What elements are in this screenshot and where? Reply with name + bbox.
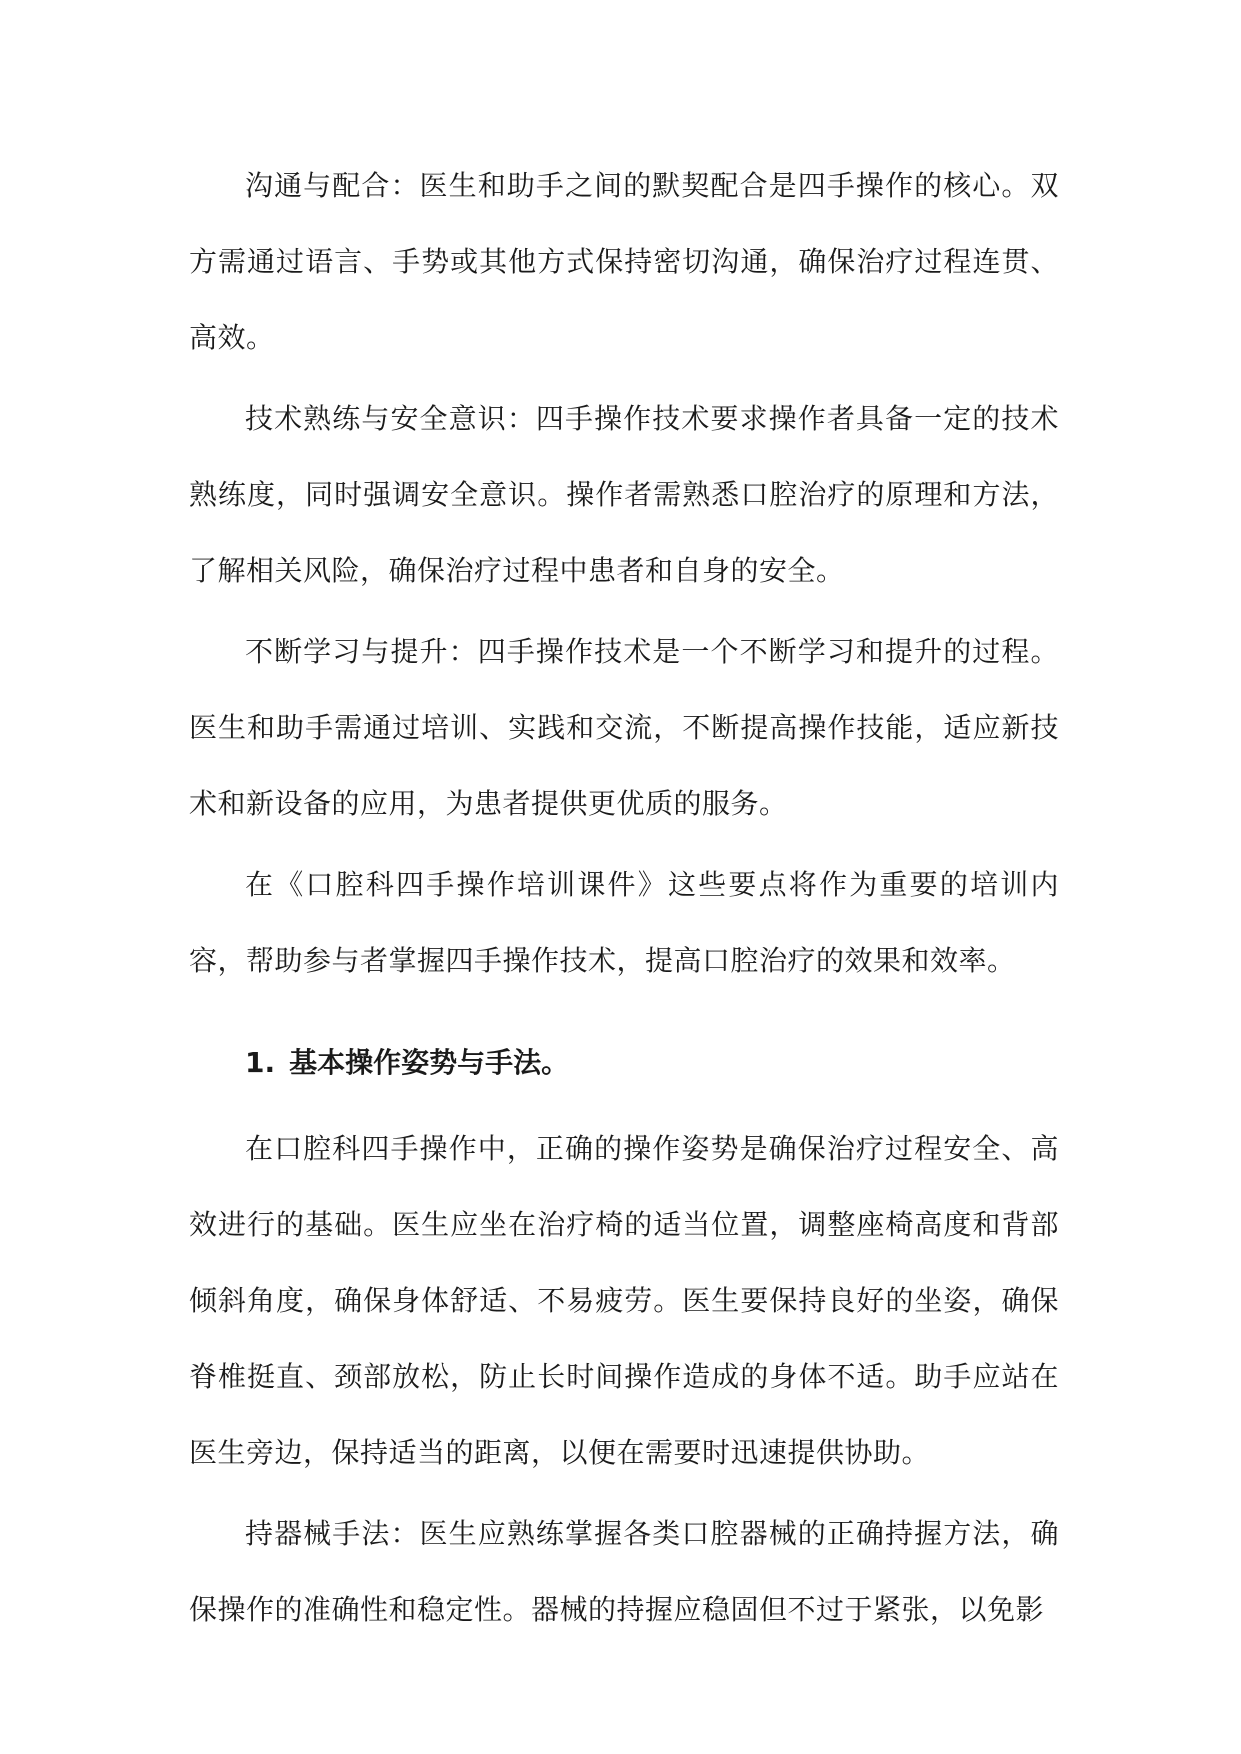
paragraph-training-summary: 在《口腔科四手操作培训课件》这些要点将作为重要的培训内容，帮助参与者掌握四手操作技术，提高口腔治疗的效果和效率。 xyxy=(189,868,1059,977)
paragraph-posture: 在口腔科四手操作中，正确的操作姿势是确保治疗过程安全、高效进行的基础。医生应坐在治疗椅的适当位置，调整座椅高度和背部倾斜角度，确保身体舒适、不易疲劳。医生要保持良好的坐姿，确保脊椎挺直、颈部放松，防止长时间操作造成的身体不适。助手应站在医生旁边，保持适当的距离，以便在需要时迅速提供协助。 xyxy=(189,1132,1059,1469)
paragraph-instrument-grip: 持器械手法：医生应熟练掌握各类口腔器械的正确持握方法，确保操作的准确性和稳定性。器械的持握应稳固但不过于紧张，以免影 xyxy=(189,1517,1059,1626)
section-heading xyxy=(189,1025,1059,1101)
paragraph-skill-safety: 技术熟练与安全意识：四手操作技术要求操作者具备一定的技术熟练度，同时强调安全意识。操作者需熟悉口腔治疗的原理和方法，了解相关风险，确保治疗过程中患者和自身的安全。 xyxy=(189,402,1059,587)
document-body xyxy=(189,148,1059,1653)
section-number: 1. xyxy=(245,1046,276,1079)
paragraph-communication: 沟通与配合：医生和助手之间的默契配合是四手操作的核心。双方需通过语言、手势或其他方式保持密切沟通，确保治疗过程连贯、高效。 xyxy=(189,169,1059,354)
paragraph-learning: 不断学习与提升：四手操作技术是一个不断学习和提升的过程。医生和助手需通过培训、实践和交流，不断提高操作技能，适应新技术和新设备的应用，为患者提供更优质的服务。 xyxy=(189,635,1059,820)
section-title: 基本操作姿势与手法。 xyxy=(289,1046,570,1079)
